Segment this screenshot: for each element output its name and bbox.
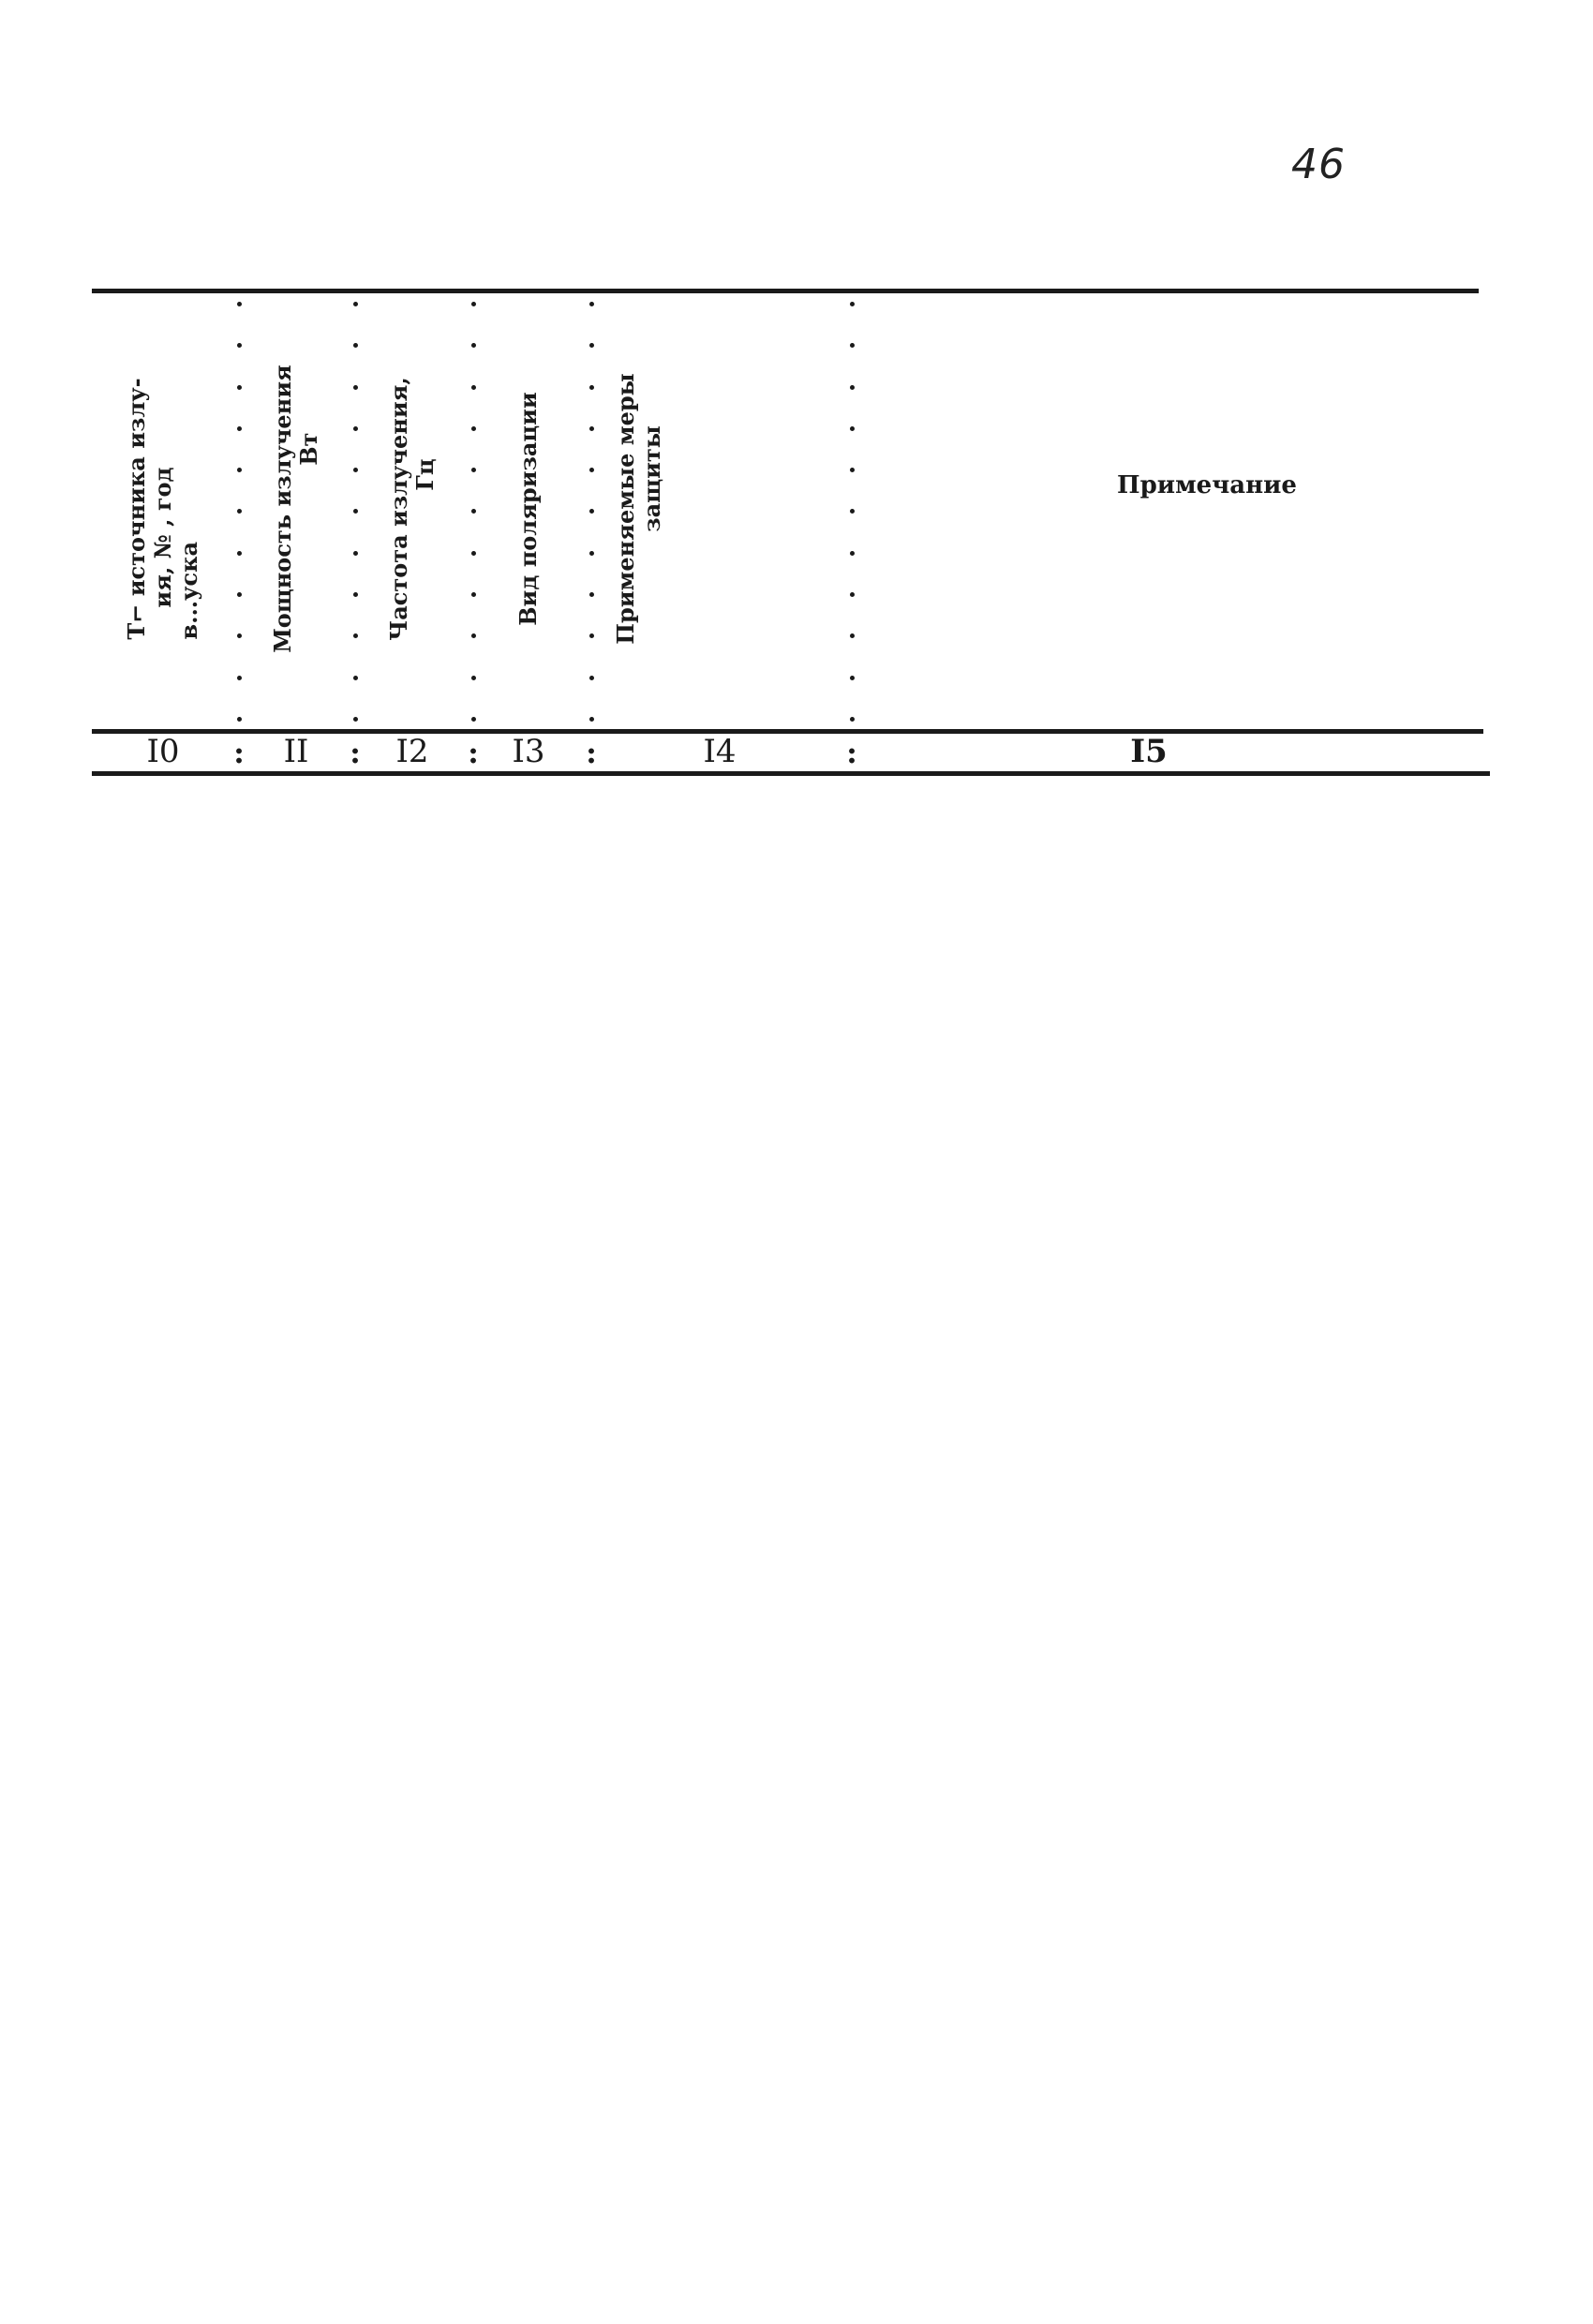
column-number-separator: :: [846, 735, 857, 770]
column-number-separator: :: [468, 735, 479, 770]
column-separator: [588, 302, 594, 722]
header-source: Т⌐ источника излу- ия, № , год в...уска: [123, 378, 202, 640]
column-number: I5: [1130, 733, 1168, 770]
table-header: [92, 289, 1490, 776]
header-power: Мощность излучения Вт: [269, 365, 322, 653]
column-number: I4: [703, 733, 737, 770]
column-number-separator: :: [233, 735, 245, 770]
column-separator: [470, 302, 476, 722]
header-frequency: Частота излучения, Гц: [385, 377, 439, 641]
top-rule: [92, 289, 1479, 293]
column-separator: [352, 302, 358, 722]
column-number-separator: :: [350, 735, 361, 770]
header-polarization: Вид поляризации: [514, 392, 542, 626]
column-number-separator: :: [586, 735, 597, 770]
page-number: 46: [1291, 141, 1346, 188]
column-number: I3: [512, 733, 545, 770]
column-number: II: [283, 733, 309, 770]
header-protection: Применяемые меры защиты: [612, 373, 665, 645]
header-note: Примечание: [1117, 471, 1297, 499]
column-number: I0: [146, 733, 180, 770]
column-number: I2: [395, 733, 429, 770]
column-separator: [236, 302, 242, 722]
column-separator: [849, 302, 855, 722]
bottom-rule: [92, 771, 1490, 776]
